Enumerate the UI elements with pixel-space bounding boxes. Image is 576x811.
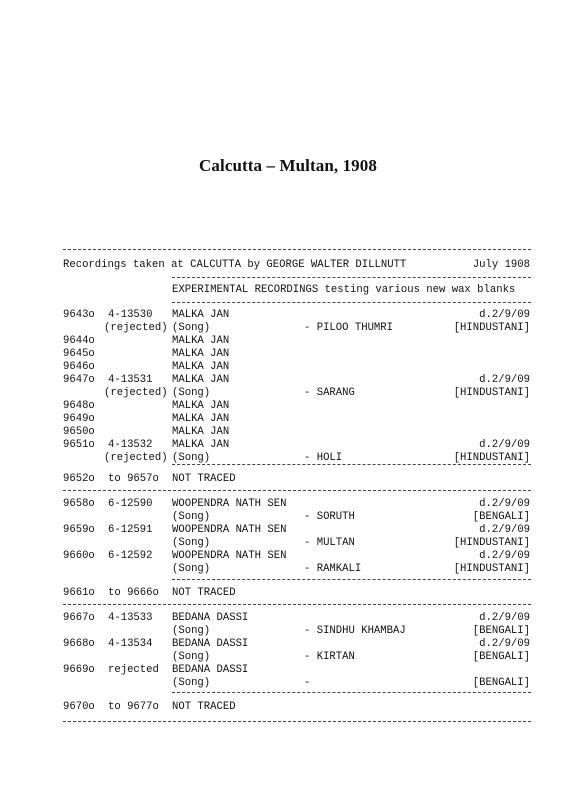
artist-name: (Song) [172, 322, 211, 334]
table-row [0, 587, 576, 600]
matrix-number: 9661o [63, 587, 95, 599]
song-title: - PILOO THUMRI [304, 322, 394, 334]
divider [172, 302, 531, 303]
artist-name: MALKA JAN [172, 335, 230, 347]
table-row [0, 677, 576, 690]
song-title: - SINDHU KHAMBAJ [304, 625, 406, 637]
table-row [0, 638, 576, 651]
artist-name: MALKA JAN [172, 374, 230, 386]
release-info: [HINDUSTANI] [453, 452, 530, 464]
header-row [0, 259, 576, 272]
table-row [0, 524, 576, 537]
catalogue-number: to 9657o [108, 473, 159, 485]
catalogue-number: (rejected) [104, 322, 168, 334]
catalogue-number: (rejected) [104, 452, 168, 464]
catalogue-number: 4-13532 [108, 439, 153, 451]
release-info: d.2/9/09 [479, 550, 530, 562]
matrix-number: 9659o [63, 524, 95, 536]
artist-name: WOOPENDRA NATH SEN [172, 524, 287, 536]
catalogue-number: 6-12592 [108, 550, 153, 562]
matrix-number: 9669o [63, 664, 95, 676]
divider [63, 490, 531, 491]
divider [63, 604, 531, 605]
matrix-number: 9650o [63, 426, 95, 438]
artist-name: (Song) [172, 677, 211, 689]
table-row [0, 400, 576, 413]
release-info: d.2/9/09 [479, 439, 530, 451]
header-date: July 1908 [472, 259, 530, 271]
artist-name: (Song) [172, 387, 211, 399]
matrix-number: 9646o [63, 361, 95, 373]
catalogue-number: 4-13533 [108, 612, 153, 624]
catalogue-number: to 9677o [108, 701, 159, 713]
table-row [0, 413, 576, 426]
divider [63, 249, 531, 250]
table-row [0, 625, 576, 638]
matrix-number: 9660o [63, 550, 95, 562]
divider [172, 579, 531, 580]
matrix-number: 9648o [63, 400, 95, 412]
catalogue-number: 4-13530 [108, 309, 153, 321]
matrix-number: 9649o [63, 413, 95, 425]
song-title: - KIRTAN [304, 651, 355, 663]
table-row [0, 309, 576, 322]
divider [172, 277, 531, 278]
release-info: [BENGALI] [472, 651, 530, 663]
divider [63, 721, 531, 722]
release-info: d.2/9/09 [479, 309, 530, 321]
table-row [0, 335, 576, 348]
catalogue-number: to 9666o [108, 587, 159, 599]
catalogue-number: 6-12591 [108, 524, 153, 536]
release-info: [HINDUSTANI] [453, 322, 530, 334]
artist-name: MALKA JAN [172, 439, 230, 451]
artist-name: BEDANA DASSI [172, 612, 249, 624]
matrix-number: 9668o [63, 638, 95, 650]
matrix-number: 9651o [63, 439, 95, 451]
release-info: [BENGALI] [472, 625, 530, 637]
table-row [0, 612, 576, 625]
table-row [0, 563, 576, 576]
artist-name: (Song) [172, 537, 211, 549]
matrix-number: 9652o [63, 473, 95, 485]
matrix-number: 9645o [63, 348, 95, 360]
table-row [0, 537, 576, 550]
table-row [0, 651, 576, 664]
artist-name: WOOPENDRA NATH SEN [172, 498, 287, 510]
release-info: [BENGALI] [472, 677, 530, 689]
artist-name: (Song) [172, 651, 211, 663]
artist-name: (Song) [172, 563, 211, 575]
artist-name: MALKA JAN [172, 348, 230, 360]
artist-name: (Song) [172, 452, 211, 464]
matrix-number: 9644o [63, 335, 95, 347]
release-info: [BENGALI] [472, 511, 530, 523]
table-row [0, 550, 576, 563]
artist-name: (Song) [172, 625, 211, 637]
artist-name: BEDANA DASSI [172, 638, 249, 650]
table-row [0, 426, 576, 439]
release-info: [HINDUSTANI] [453, 387, 530, 399]
song-title: - HOLI [304, 452, 343, 464]
release-info: d.2/9/09 [479, 524, 530, 536]
release-info: d.2/9/09 [479, 638, 530, 650]
release-info: d.2/9/09 [479, 612, 530, 624]
artist-name: MALKA JAN [172, 361, 230, 373]
table-row [0, 387, 576, 400]
release-info: [HINDUSTANI] [453, 537, 530, 549]
release-info: [HINDUSTANI] [453, 563, 530, 575]
song-title: - MULTAN [304, 537, 355, 549]
table-row [0, 348, 576, 361]
artist-name: NOT TRACED [172, 473, 236, 485]
subheader: EXPERIMENTAL RECORDINGS testing various new wax blanks [172, 284, 516, 296]
table-row [0, 498, 576, 511]
table-row [0, 361, 576, 374]
artist-name: WOOPENDRA NATH SEN [172, 550, 287, 562]
song-title: - RAMKALI [304, 563, 362, 575]
matrix-number: 9643o [63, 309, 95, 321]
artist-name: (Song) [172, 511, 211, 523]
subheader-row [0, 284, 576, 297]
artist-name: NOT TRACED [172, 701, 236, 713]
matrix-number: 9670o [63, 701, 95, 713]
catalogue-number: 6-12590 [108, 498, 153, 510]
catalogue-number: 4-13534 [108, 638, 153, 650]
release-info: d.2/9/09 [479, 374, 530, 386]
table-row [0, 322, 576, 335]
artist-name: MALKA JAN [172, 309, 230, 321]
artist-name: BEDANA DASSI [172, 664, 249, 676]
table-row [0, 473, 576, 486]
table-row [0, 664, 576, 677]
matrix-number: 9658o [63, 498, 95, 510]
catalogue-number: (rejected) [104, 387, 168, 399]
song-title: - SARANG [304, 387, 355, 399]
table-row [0, 439, 576, 452]
matrix-number: 9647o [63, 374, 95, 386]
song-title: - [304, 677, 311, 689]
page-title: Calcutta – Multan, 1908 [199, 156, 377, 175]
table-row [0, 511, 576, 524]
divider [172, 464, 531, 465]
matrix-number: 9667o [63, 612, 95, 624]
divider [172, 692, 531, 693]
table-row [0, 701, 576, 714]
artist-name: MALKA JAN [172, 413, 230, 425]
catalogue-number: rejected [108, 664, 159, 676]
header-left: Recordings taken at CALCUTTA by GEORGE WALTER DILLNUTT [63, 259, 407, 271]
song-title: - SORUTH [304, 511, 355, 523]
artist-name: MALKA JAN [172, 400, 230, 412]
table-row [0, 374, 576, 387]
artist-name: MALKA JAN [172, 426, 230, 438]
catalogue-number: 4-13531 [108, 374, 153, 386]
release-info: d.2/9/09 [479, 498, 530, 510]
artist-name: NOT TRACED [172, 587, 236, 599]
